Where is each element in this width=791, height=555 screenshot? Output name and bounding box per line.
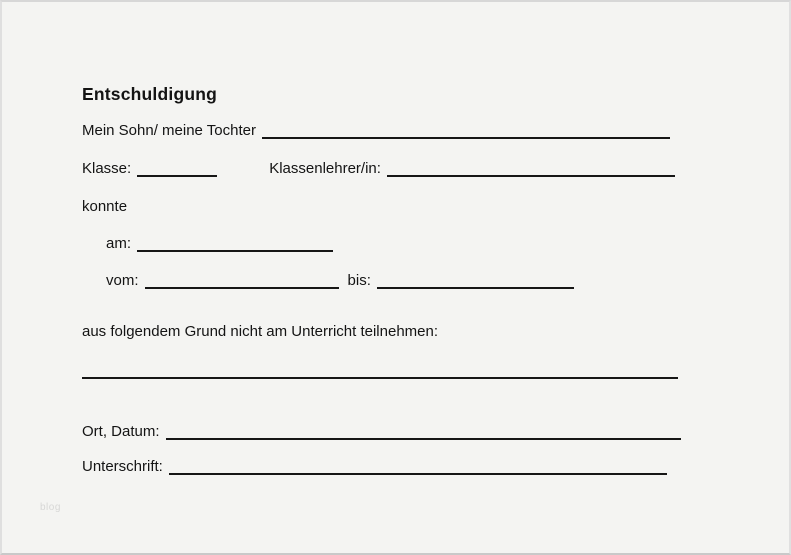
unterschrift-blank[interactable] [169, 459, 667, 475]
field-unterschrift [82, 457, 667, 476]
bis-blank[interactable] [377, 273, 574, 289]
reason-label: aus folgendem Grund nicht am Unterricht teilnehmen: [82, 323, 439, 340]
klasse-blank[interactable] [137, 161, 217, 177]
klassenlehrer-label: Klassenlehrer/in: [269, 160, 381, 177]
field-am [106, 234, 333, 253]
field-vom-bis [106, 271, 574, 290]
field-ort-datum [82, 422, 681, 441]
field-child-name [82, 121, 670, 140]
vom-blank[interactable] [145, 273, 339, 289]
vom-label: vom: [106, 272, 139, 289]
field-klasse-row [82, 159, 675, 178]
klasse-label: Klasse: [82, 160, 132, 177]
form-title: Entschuldigung [82, 84, 218, 104]
reason-blank[interactable] [82, 377, 678, 379]
konnte-label: konnte [82, 198, 128, 215]
konnte-text [82, 197, 127, 216]
watermark-blog: blog [40, 502, 61, 513]
unterschrift-label: Unterschrift: [82, 458, 163, 475]
klassenlehrer-blank[interactable] [387, 161, 675, 177]
child-name-blank[interactable] [262, 123, 670, 139]
child-name-label: Mein Sohn/ meine Tochter [82, 122, 256, 139]
reason-text [82, 322, 438, 341]
bis-label: bis: [347, 272, 371, 289]
ort-datum-label: Ort, Datum: [82, 423, 160, 440]
ort-datum-blank[interactable] [166, 424, 681, 440]
am-blank[interactable] [137, 236, 333, 252]
am-label: am: [106, 235, 132, 252]
